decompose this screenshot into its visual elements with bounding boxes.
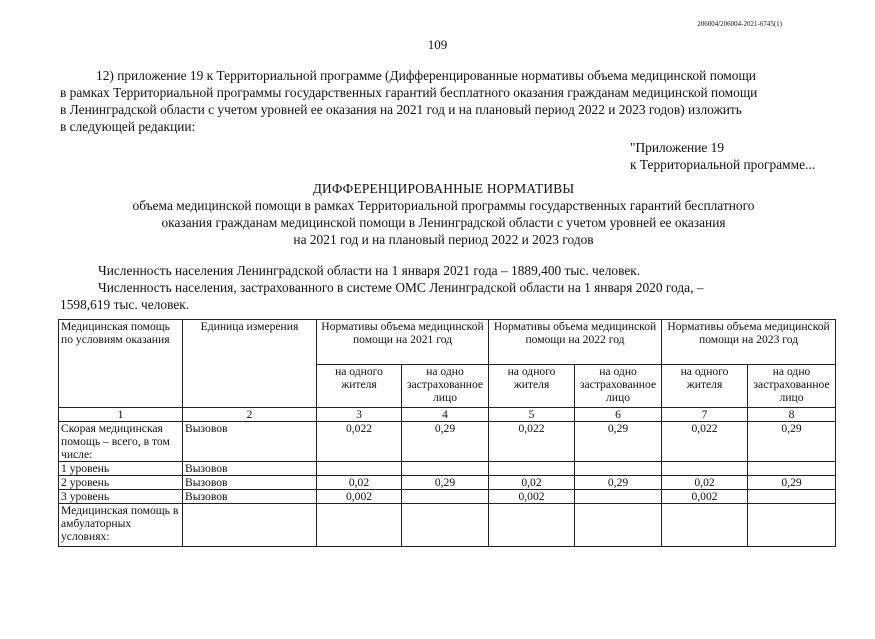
- cell-2021-resident: 0,022: [317, 422, 402, 462]
- cell-2022-resident: 0,02: [489, 476, 575, 490]
- column-number: 3: [317, 408, 402, 422]
- table-row: [59, 422, 836, 462]
- row-label: 3 уровень: [59, 490, 183, 504]
- cell-2021-resident: 0,02: [317, 476, 402, 490]
- table-row: [59, 476, 836, 490]
- cell-2021-insured: [402, 462, 489, 476]
- document-id: 206004/206004-2021-6745(1): [697, 20, 782, 28]
- appendix-line: к Территориальной программе...: [630, 157, 816, 172]
- column-number: 7: [662, 408, 748, 422]
- cell-2023-insured: 0,29: [748, 476, 836, 490]
- header-unit: Единица измерения: [183, 320, 317, 408]
- cell-2022-insured: [575, 490, 662, 504]
- column-number: 2: [183, 408, 317, 422]
- row-label: 2 уровень: [59, 476, 183, 490]
- cell-2023-resident: 0,022: [662, 422, 748, 462]
- population-info: [60, 262, 830, 313]
- appendix-reference: [630, 139, 850, 173]
- heading-title: ДИФФЕРЕНЦИРОВАННЫЕ НОРМАТИВЫ: [312, 181, 575, 196]
- cell-2022-insured: 0,29: [575, 422, 662, 462]
- column-number-row: [59, 408, 836, 422]
- page-number: 109: [427, 37, 448, 52]
- row-label: 1 уровень: [59, 462, 183, 476]
- header-group-2021: Нормативы объема медицинской помощи на 2021 год: [317, 320, 489, 365]
- column-number: 8: [748, 408, 836, 422]
- header-per-resident: на одного жителя: [489, 365, 575, 408]
- heading-line: оказания гражданам медицинской помощи в Ленинградской области с учетом уровней ее оказания: [161, 215, 726, 230]
- population-total: Численность населения Ленинградской области на 1 января 2021 года – 1889,400 тыс. человек.: [98, 263, 641, 278]
- document-heading: [60, 180, 827, 248]
- cell-2023-insured: [748, 490, 836, 504]
- cell-2021-insured: 0,29: [402, 422, 489, 462]
- cell-2023-resident: [662, 462, 748, 476]
- heading-line: объема медицинской помощи в рамках Территориальной программы государственных гарантий бесплатного: [132, 198, 755, 213]
- intro-line: в следующей редакции:: [60, 119, 196, 134]
- table-row: [59, 504, 836, 547]
- column-number: 6: [575, 408, 662, 422]
- table-row: [59, 490, 836, 504]
- column-number: 1: [59, 408, 183, 422]
- table-header-row: [59, 320, 836, 365]
- cell-2022-insured: 0,29: [575, 476, 662, 490]
- cell-2023-resident: 0,02: [662, 476, 748, 490]
- cell-2022-resident: 0,002: [489, 490, 575, 504]
- cell-2023-insured: [748, 462, 836, 476]
- cell-2022-insured: [575, 504, 662, 547]
- row-unit: [183, 504, 317, 547]
- cell-2022-resident: 0,022: [489, 422, 575, 462]
- cell-2023-insured: [748, 504, 836, 547]
- population-insured-cont: 1598,619 тыс. человек.: [60, 297, 190, 312]
- cell-2021-resident: [317, 462, 402, 476]
- row-unit: Вызовов: [183, 490, 317, 504]
- header-care-type: Медицинская помощь по условиям оказания: [59, 320, 183, 408]
- cell-2023-resident: [662, 504, 748, 547]
- intro-line: в Ленинградской области с учетом уровней ее оказания на 2021 год и на плановый период 2022 и 2023 годов) изложить: [60, 102, 742, 117]
- header-per-insured: на одно застрахованное лицо: [748, 365, 836, 408]
- cell-2022-resident: [489, 462, 575, 476]
- header-group-2023: Нормативы объема медицинской помощи на 2023 год: [662, 320, 836, 365]
- header-per-insured: на одно застрахованное лицо: [575, 365, 662, 408]
- cell-2021-resident: 0,002: [317, 490, 402, 504]
- column-number: 4: [402, 408, 489, 422]
- intro-line: в рамках Территориальной программы государственных гарантий бесплатного оказания гражданам медицинской помощи: [60, 85, 758, 100]
- row-unit: Вызовов: [183, 476, 317, 490]
- intro-paragraph: [60, 67, 827, 135]
- header-per-resident: на одного жителя: [317, 365, 402, 408]
- heading-line: на 2021 год и на плановый период 2022 и 2023 годов: [293, 232, 594, 247]
- table-row: [59, 462, 836, 476]
- cell-2022-insured: [575, 462, 662, 476]
- row-unit: Вызовов: [183, 422, 317, 462]
- header-group-2022: Нормативы объема медицинской помощи на 2022 год: [489, 320, 662, 365]
- row-unit: Вызовов: [183, 462, 317, 476]
- cell-2023-resident: 0,002: [662, 490, 748, 504]
- row-label: Скорая медицинская помощь – всего, в том числе:: [59, 422, 183, 462]
- cell-2021-insured: 0,29: [402, 476, 489, 490]
- header-per-insured: на одно застрахованное лицо: [402, 365, 489, 408]
- cell-2021-resident: [317, 504, 402, 547]
- header-per-resident: на одного жителя: [662, 365, 748, 408]
- population-insured: Численность населения, застрахованного в системе ОМС Ленинградской области на 1 января 2020 года, –: [98, 280, 704, 295]
- norms-table: [58, 319, 836, 547]
- cell-2021-insured: [402, 490, 489, 504]
- column-number: 5: [489, 408, 575, 422]
- cell-2023-insured: 0,29: [748, 422, 836, 462]
- row-label: Медицинская помощь в амбулаторных условиях:: [59, 504, 183, 547]
- cell-2022-resident: [489, 504, 575, 547]
- intro-line: 12) приложение 19 к Территориальной программе (Дифференцированные нормативы объема медицинской помощи: [96, 68, 756, 83]
- cell-2021-insured: [402, 504, 489, 547]
- appendix-line: "Приложение 19: [630, 140, 725, 155]
